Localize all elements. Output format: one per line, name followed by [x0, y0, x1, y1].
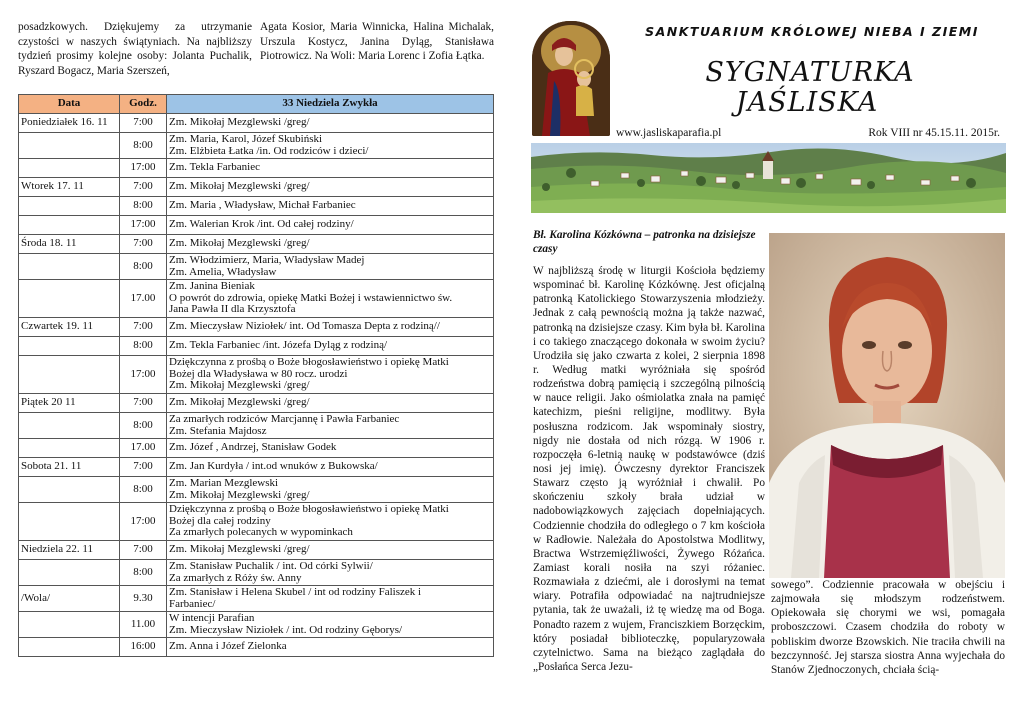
intention-line: Farbaniec/ — [169, 598, 216, 610]
intention-line: Zm. Mikołaj Mezglewski /greg/ — [169, 238, 310, 250]
intention-line: Zm. Stanisław i Helena Skubel / int od rodziny Faliszek i — [169, 587, 422, 598]
intention-line: Zm. Stefania Majdosz — [169, 425, 267, 437]
table-row — [19, 114, 494, 133]
row-time: 11.00 — [120, 612, 167, 638]
row-time: 8:00 — [120, 133, 167, 159]
intention-line: Zm. Maria , Władysław, Michał Farbaniec — [169, 200, 356, 212]
row-date — [19, 638, 120, 657]
header-time: Godz. — [120, 95, 167, 114]
intention-line: Bożej dla Władysława w 80 rocz. urodzi — [169, 368, 348, 380]
row-time: 17:00 — [120, 159, 167, 178]
row-date — [19, 280, 120, 318]
table-row — [19, 216, 494, 235]
intention-line: W intencji Parafian — [169, 613, 255, 624]
row-time: 8:00 — [120, 477, 167, 503]
row-time: 8:00 — [120, 560, 167, 586]
newsletter-title — [700, 58, 920, 118]
intention-line: Zm. Tekla Farbaniec /int. Józefa Dyląg z rodziną/ — [169, 340, 388, 352]
intention-line: Zm. Mikołaj Mezglewski /greg/ — [169, 380, 310, 392]
table-row — [19, 458, 494, 477]
row-intention — [167, 413, 494, 439]
row-date — [19, 560, 120, 586]
article-title: Bł. Karolina Kózkówna – patronka na dzisiejsze czasy — [533, 229, 756, 256]
table-row — [19, 254, 494, 280]
intention-line: O powrót do zdrowia, opiekę Matki Bożej i wstawiennictwo św. — [169, 292, 453, 304]
row-date: Niedziela 22. 11 — [19, 541, 120, 560]
table-row — [19, 477, 494, 503]
intention-line: Zm. Jan Kurdyła / int.od wnuków z Bukowska/ — [169, 461, 378, 473]
row-intention — [167, 337, 494, 356]
row-date — [19, 197, 120, 216]
row-date: Sobota 21. 11 — [19, 458, 120, 477]
table-row — [19, 178, 494, 197]
intention-line: Zm. Elżbieta Łatka /in. Od rodziców i dzieci/ — [169, 145, 369, 157]
table-row — [19, 503, 494, 541]
row-intention — [167, 458, 494, 477]
row-time: 7:00 — [120, 235, 167, 254]
parish-website-link[interactable]: www.jasliskaparafia.pl — [616, 127, 722, 139]
row-time: 7:00 — [120, 541, 167, 560]
table-row — [19, 439, 494, 458]
article-paragraph: W najbliższą środę w liturgii Kościoła będziemy wspominać bł. Karolinę Kózkównę. Jest oficjalną patronką Katolickiego Stowarzyszenia młodzieży. Jednak z całą pewnością można ją także nazwać, patronką na dzisiejsze czasy. Kim była bł. Karolina i co takiego znaczącego dokonała w swoim życiu? Urodziła się jako czwarta z kolei, 2 sierpnia 1898 r. Według matki wyróżniała się spośród rodzeństwa dobrą pamięcią i szczególną pilnością w nauce religii. Jako ośmiolatka znała na pamięć katechizm, pieśni religijne, modlitwy. Była posłuszna rodzicom. Jak wspominały siostry, nigdy nie dostała od nich rózgą. W 1906 r. rozpoczęła 6-letnią naukę w podstawówce (dziś nosi jej imię). Ówczesny dyrektor Franciszek Stawarz często ją wyróżniał i chwalił. Po skończeniu szkoły brała udział w nadobowiązkowych zajęciach dopełniających. Codziennie chodziła do odległego o 7 km kościoła w Radłowie. Należała do Apostolstwa Modlitwy, Bractwa Wstrzemięźliwości, Żywego Różańca. Zamiast korali nosiła na szyi różaniec. Rozmawiała z dziećmi, ale i dorosłymi na temat wiary. Potrafiła odpowiadać na najtrudniejsze pytania, tak że uważali, iż tę wiedzę ma od Boga. Ponadto razem z wujem, Franciszkiem Borzęckim, który posiadał biblioteczkę, popularyzowała czytelnictwo. Sama na bieżąco zaglądała do „Posłańca Serca Jezu- — [533, 265, 765, 673]
intention-line: Za zmarłych polecanych w wypominkach — [169, 527, 353, 539]
intention-line: Bożej dla całej rodziny — [169, 515, 271, 527]
table-row — [19, 560, 494, 586]
row-time: 7:00 — [120, 458, 167, 477]
row-time: 17:00 — [120, 356, 167, 394]
row-date — [19, 413, 120, 439]
row-intention — [167, 541, 494, 560]
row-time: 8:00 — [120, 413, 167, 439]
intention-line: Dziękczynna z prośbą o Boże błogosławieństwo i opiekę Matki — [169, 357, 449, 369]
header-sunday-title: 33 Niedziela Zwykła — [167, 95, 494, 114]
row-intention — [167, 318, 494, 337]
row-intention — [167, 197, 494, 216]
article-continuation — [771, 578, 1005, 677]
intention-line: Zm. Mieczysław Niziołek / int. Od rodziny Gęborys/ — [169, 624, 403, 636]
table-row — [19, 356, 494, 394]
intention-line: Zm. Maria, Karol, Józef Skubiński — [169, 134, 323, 145]
karolina-kozkowna-portrait — [769, 233, 1005, 578]
row-time: 17:00 — [120, 503, 167, 541]
row-time: 17:00 — [120, 216, 167, 235]
row-intention — [167, 216, 494, 235]
madonna-icon-image — [532, 21, 610, 136]
newsletter-title-line-2: JAŚLISKA — [735, 87, 879, 118]
sanctuary-title: SANKTUARIUM KRÓLOWEJ NIEBA I ZIEMI — [645, 24, 979, 39]
table-row — [19, 394, 494, 413]
row-date: Poniedziałek 16. 11 — [19, 114, 120, 133]
intention-line: Zm. Walerian Krok /int. Od całej rodziny/ — [169, 219, 354, 231]
table-row — [19, 541, 494, 560]
intro-column-1: posadzkowych. Dziękujemy za utrzymanie czystości w naszych świątyniach. Na najbliższy tydzień prosimy kolejne osoby: Jolanta Puchalik, Ryszard Bogacz, Maria Szerszeń, — [18, 21, 252, 77]
row-date — [19, 159, 120, 178]
row-intention — [167, 477, 494, 503]
row-intention — [167, 439, 494, 458]
row-intention — [167, 159, 494, 178]
row-date — [19, 337, 120, 356]
row-intention — [167, 503, 494, 541]
intention-line: Zm. Mikołaj Mezglewski /greg/ — [169, 181, 310, 193]
intention-line: Zm. Tekla Farbaniec — [169, 162, 260, 174]
intention-line: Zm. Anna i Józef Zielonka — [169, 641, 287, 653]
intro-column-2: Agata Kosior, Maria Winnicka, Halina Michalak, Urszula Kostycz, Janina Dyląg, Stanisława Piotrowicz. Na Woli: Maria Lorenc i Zofia Łątka. — [260, 21, 494, 62]
row-intention — [167, 235, 494, 254]
table-row — [19, 197, 494, 216]
intention-line: Zm. Włodzimierz, Maria, Władysław Madej — [169, 255, 365, 266]
row-date — [19, 477, 120, 503]
row-date — [19, 503, 120, 541]
village-panorama-image — [531, 143, 1006, 213]
row-date — [19, 216, 120, 235]
row-date — [19, 612, 120, 638]
table-row — [19, 413, 494, 439]
row-time: 16:00 — [120, 638, 167, 657]
intention-line: Zm. Mikołaj Mezglewski /greg/ — [169, 544, 310, 556]
row-date: Czwartek 19. 11 — [19, 318, 120, 337]
row-intention — [167, 586, 494, 612]
row-date: Wtorek 17. 11 — [19, 178, 120, 197]
table-row — [19, 586, 494, 612]
row-time: 9.30 — [120, 586, 167, 612]
row-time: 8:00 — [120, 197, 167, 216]
intention-line: Zm. Józef , Andrzej, Stanisław Godek — [169, 442, 337, 454]
intention-line: Za zmarłych z Róży św. Anny — [169, 572, 302, 584]
table-row — [19, 280, 494, 318]
article-paragraph-continued: sowego”. Codziennie pracowała w obejściu i zajmowała się młodszym rodzeństwem. Opiekowała się chorymi we wsi, pomagała proboszczowi. Czasem chodziła do roboty w pobliskim dworze Bzowskich. Nie traciła chwili na bezczynność. Jej starsza siostra Anna wyjechała do Stanów Zjednoczonych, chciała ścią- — [771, 579, 1005, 676]
intention-line: Zm. Mikołaj Mezglewski /greg/ — [169, 489, 310, 501]
row-intention — [167, 178, 494, 197]
row-intention — [167, 612, 494, 638]
row-date — [19, 356, 120, 394]
table-row — [19, 638, 494, 657]
announcements — [18, 20, 494, 78]
row-time: 8:00 — [120, 337, 167, 356]
row-intention — [167, 133, 494, 159]
row-date: /Wola/ — [19, 586, 120, 612]
table-row — [19, 235, 494, 254]
row-time: 17.00 — [120, 439, 167, 458]
newsletter-title-line-1: SYGNATURKA — [705, 57, 915, 88]
row-intention — [167, 280, 494, 318]
mass-schedule-table — [18, 94, 494, 657]
intention-line: Za zmarłych rodziców Marcjannę i Pawła Farbaniec — [169, 414, 400, 425]
table-row — [19, 318, 494, 337]
row-intention — [167, 114, 494, 133]
row-date: Środa 18. 11 — [19, 235, 120, 254]
row-intention — [167, 560, 494, 586]
row-intention — [167, 394, 494, 413]
intention-line: Zm. Marian Mezglewski — [169, 478, 279, 489]
row-time: 7:00 — [120, 114, 167, 133]
row-time: 7:00 — [120, 318, 167, 337]
header-date: Data — [19, 95, 120, 114]
row-time: 7:00 — [120, 178, 167, 197]
row-time: 17.00 — [120, 280, 167, 318]
row-time: 7:00 — [120, 394, 167, 413]
table-row — [19, 133, 494, 159]
row-intention — [167, 638, 494, 657]
intention-line: Zm. Mikołaj Mezglewski /greg/ — [169, 117, 310, 129]
table-header-row — [19, 95, 494, 114]
issue-number: Rok VIII nr 45.15.11. 2015r. — [868, 127, 1000, 139]
row-date — [19, 439, 120, 458]
row-date: Piątek 20 11 — [19, 394, 120, 413]
intention-line: Zm. Janina Bieniak — [169, 281, 255, 293]
intention-line: Zm. Amelia, Władysław — [169, 266, 277, 278]
table-row — [19, 159, 494, 178]
row-time: 8:00 — [120, 254, 167, 280]
row-intention — [167, 356, 494, 394]
intention-line: Jana Pawła II dla Krzysztofa — [169, 304, 296, 316]
intention-line: Zm. Mikołaj Mezglewski /greg/ — [169, 397, 310, 409]
table-row — [19, 337, 494, 356]
intention-line: Zm. Mieczysław Niziołek/ int. Od Tomasza Depta z rodziną// — [169, 321, 440, 333]
intention-line: Zm. Stanisław Puchalik / int. Od córki Sylwii/ — [169, 561, 373, 572]
row-date — [19, 133, 120, 159]
intention-line: Dziękczynna z prośbą o Boże błogosławieństwo i opiekę Matki — [169, 504, 449, 516]
row-date — [19, 254, 120, 280]
row-intention — [167, 254, 494, 280]
article-body — [533, 264, 765, 674]
table-row — [19, 612, 494, 638]
